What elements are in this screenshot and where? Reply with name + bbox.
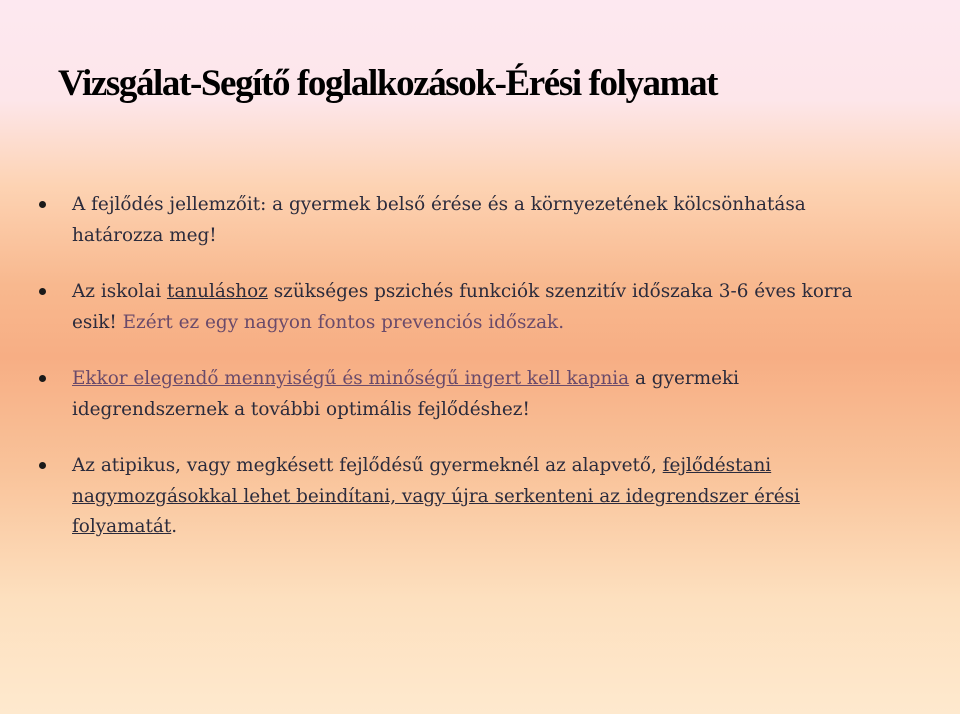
bullet-item xyxy=(38,277,898,338)
bullet-text: . xyxy=(171,516,178,537)
bullet-text: Az iskolai xyxy=(72,281,167,302)
bullet-text: a gyermeki idegrendszernek a további optimális fejlődéshez! xyxy=(72,368,739,420)
bullet-text-underlined: tanuláshoz xyxy=(166,281,268,302)
bullet-text-emphasis: Ekkor elegendő mennyiségű és minőségű ingert kell kapnia xyxy=(72,368,630,389)
bullet-text: A fejlődés jellemzőit: a gyermek belső érése és a környezetének kölcsönhatása határozza meg! xyxy=(72,194,806,246)
bullet-dot-icon xyxy=(39,288,46,295)
bullet-list xyxy=(38,190,898,569)
bullet-text-emphasis: Ezért ez egy nagyon fontos prevenciós időszak. xyxy=(122,311,565,333)
bullet-text-underlined: fejlődéstani nagymozgásokkal lehet beindítani, vagy újra serkenteni az idegrendszer érési folyamatát xyxy=(72,455,800,537)
bullet-dot-icon xyxy=(39,201,46,208)
bullet-dot-icon xyxy=(39,375,46,382)
slide-title: Vizsgálat-Segítő foglalkozások-Érési folyamat xyxy=(58,63,718,104)
bullet-item xyxy=(38,451,898,543)
bullet-item xyxy=(38,364,898,425)
bullet-dot-icon xyxy=(39,462,46,469)
bullet-text: Az atipikus, vagy megkésett fejlődésű gyermeknél az alapvető, xyxy=(72,455,663,476)
bullet-item xyxy=(38,190,898,251)
bullet-text: szükséges pszichés funkciók szenzitív időszaka 3-6 éves korra esik! xyxy=(72,281,853,333)
